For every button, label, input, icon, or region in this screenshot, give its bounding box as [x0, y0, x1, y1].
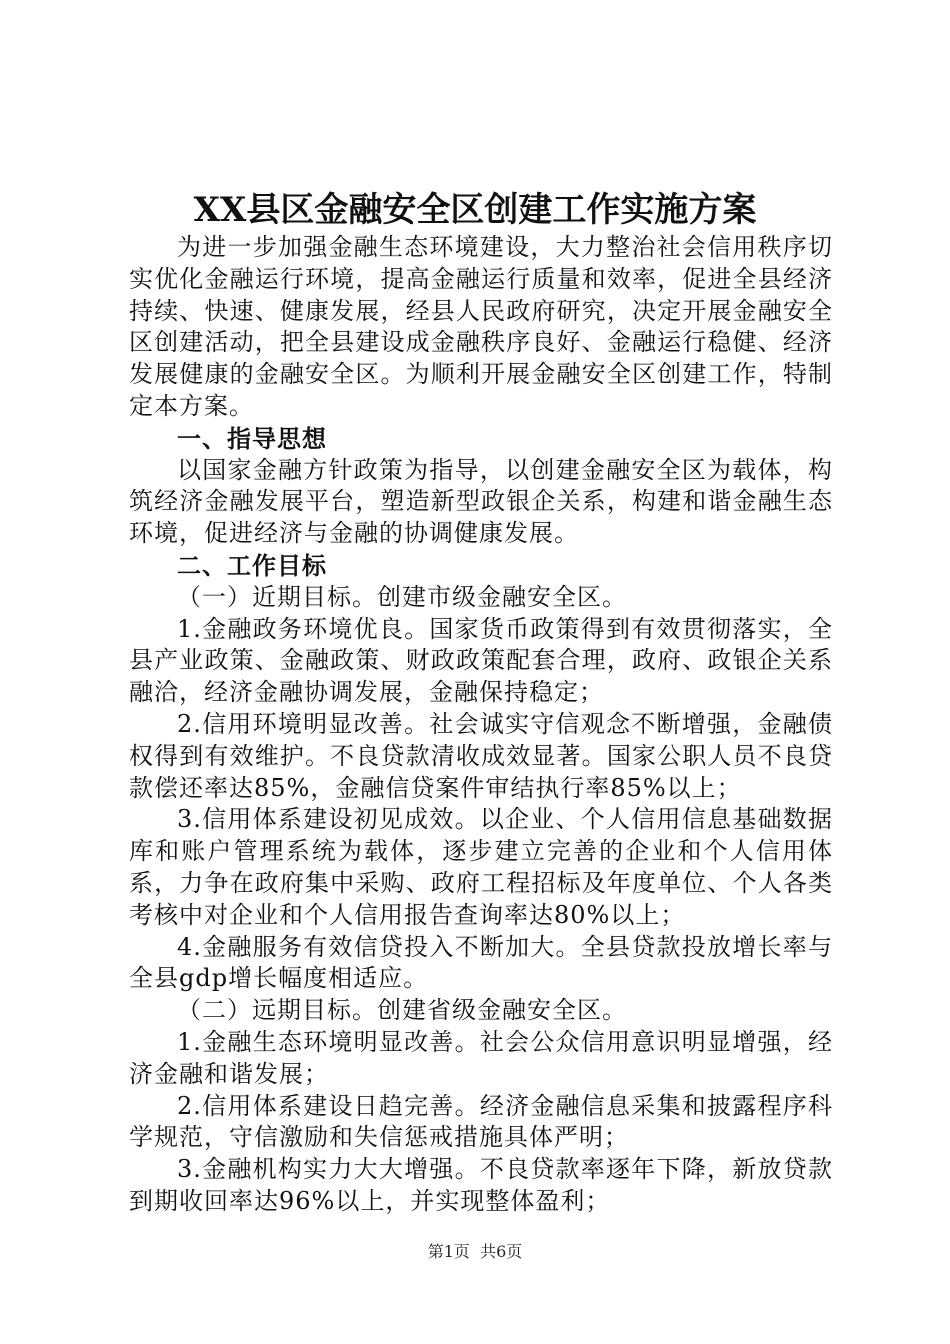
short-term-goal-paragraph: （一）近期目标。创建市级金融安全区。: [177, 582, 627, 611]
short-term-item-4: 4.金融服务有效信贷投入不断加大。全县贷款投放增长率与全县gdp增长幅度相适应。: [129, 932, 833, 993]
document-body: [129, 232, 833, 1218]
short-term-item-3: 3.信用体系建设初见成效。以企业、个人信用信息基础数据库和账户管理系统为载体，逐步建立完善的企业和个人信用体系，力争在政府集中采购、政府工程招标及年度单位、个人各类考核中对企业和个人信用报告查询率达80%以上；: [129, 805, 833, 929]
long-term-goal-paragraph: （二）远期目标。创建省级金融安全区。: [177, 996, 627, 1025]
guiding-ideology-paragraph: 以国家金融方针政策为指导，以创建金融安全区为载体，构筑经济金融发展平台，塑造新型政银企关系，构建和谐金融生态环境，促进经济与金融的协调健康发展。: [129, 455, 833, 548]
short-term-item-2: 2.信用环境明显改善。社会诚实守信观念不断增强，金融债权得到有效维护。不良贷款清收成效显著。国家公职人员不良贷款偿还率达85%，金融信贷案件审结执行率85%以上；: [129, 709, 833, 802]
long-term-item-3: 3.金融机构实力大大增强。不良贷款率逐年下降，新放贷款到期收回率达96%以上，并实现整体盈利；: [129, 1155, 833, 1215]
page-footer: 第1页 共6页: [427, 1242, 523, 1261]
section-heading-work-goals: 二、工作目标: [177, 550, 327, 580]
document-title: XX县区金融安全区创建工作实施方案: [193, 190, 757, 230]
intro-paragraph: 为进一步加强金融生态环境建设，大力整治社会信用秩序切实优化金融运行环境，提高金融运行质量和效率，促进全县经济持续、快速、健康发展，经县人民政府研究，决定开展金融安全区创建活动，把全县建设成金融秩序良好、金融运行稳健、经济发展健康的金融安全区。为顺利开展金融安全区创建工作，特制定本方案。: [129, 233, 833, 420]
long-term-item-1: 1.金融生态环境明显改善。社会公众信用意识明显增强，经济金融和谐发展；: [129, 1027, 833, 1088]
short-term-item-1: 1.金融政务环境优良。国家货币政策得到有效贯彻落实，全县产业政策、金融政策、财政政策配套合理，政府、政银企关系融洽，经济金融协调发展，金融保持稳定；: [129, 614, 833, 707]
section-heading-guiding-ideology: 一、指导思想: [177, 423, 327, 453]
long-term-item-2: 2.信用体系建设日趋完善。经济金融信息采集和披露程序科学规范，守信激励和失信惩戒措施具体严明；: [129, 1091, 833, 1152]
